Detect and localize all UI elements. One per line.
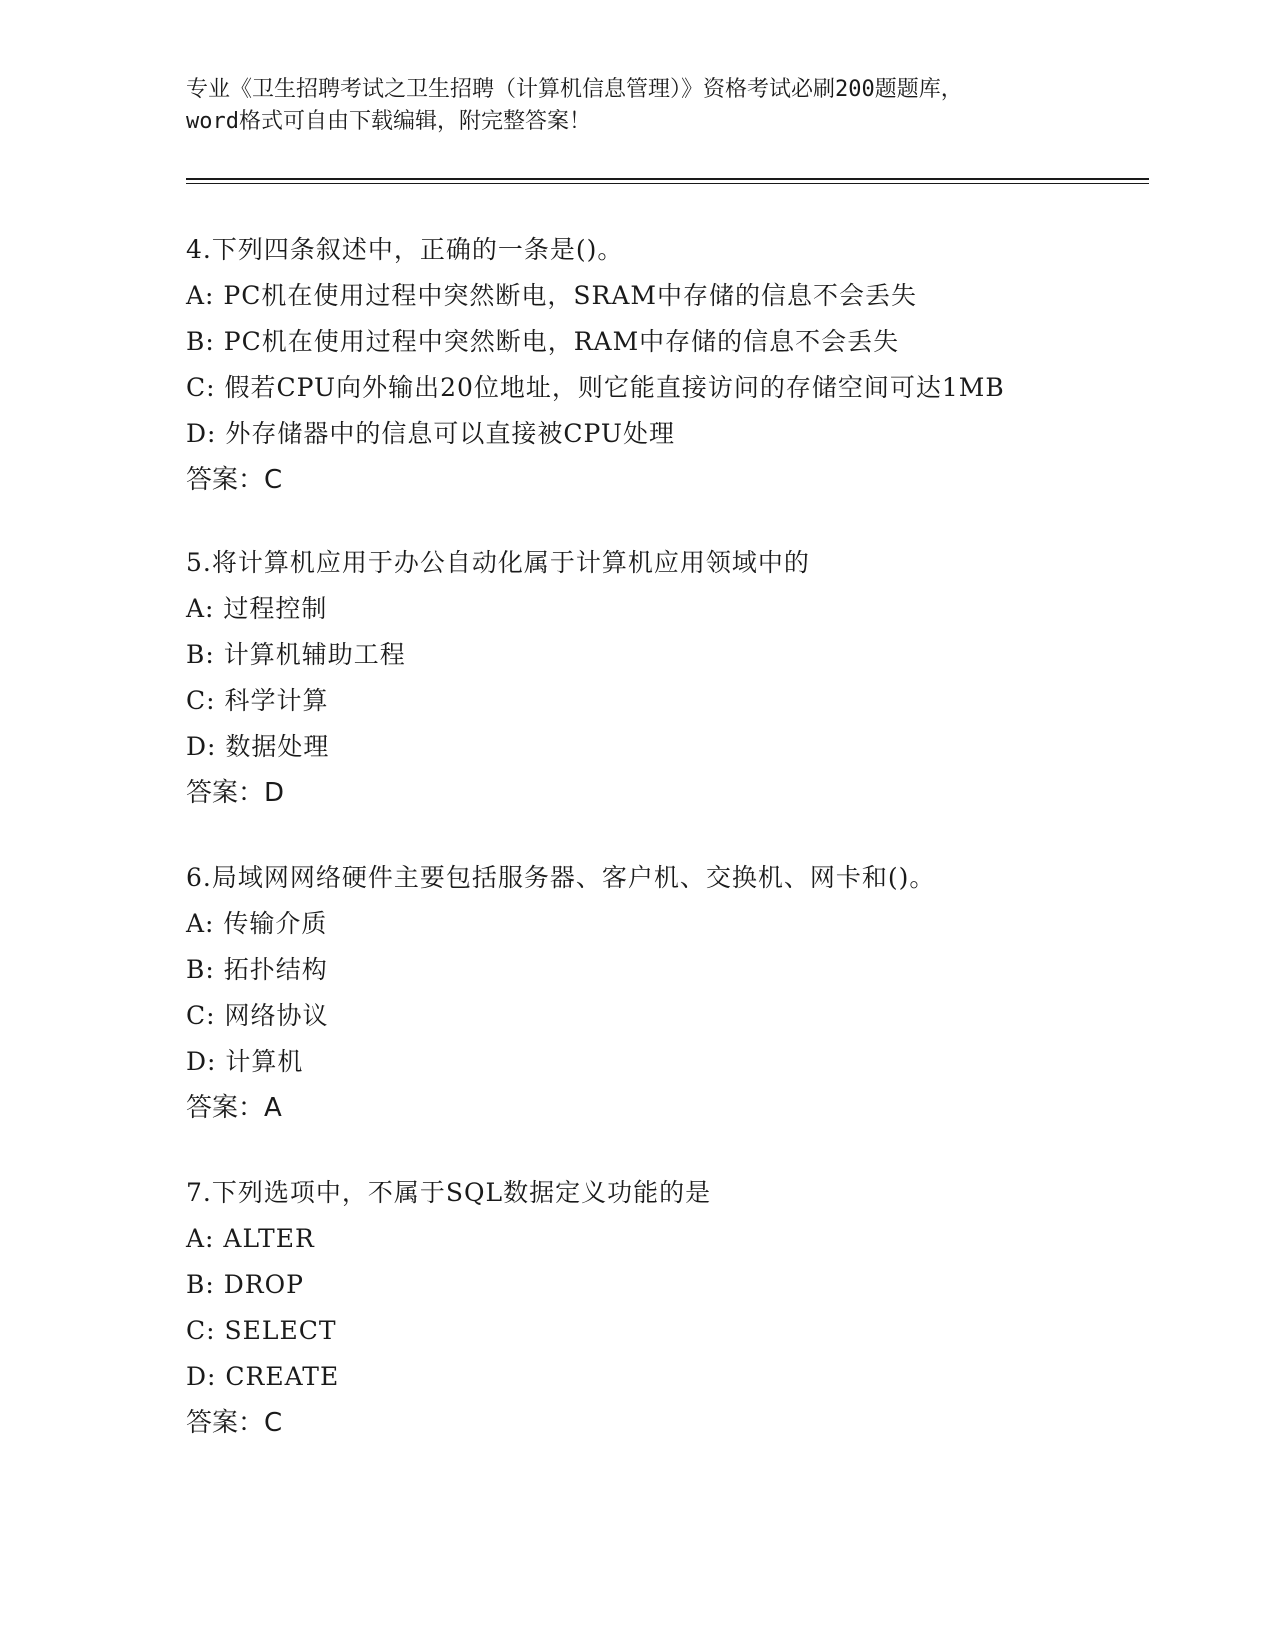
document-header bbox=[186, 74, 1086, 138]
question-block bbox=[186, 540, 1166, 816]
question-block bbox=[186, 1170, 1166, 1446]
option-c: C: SELECT bbox=[186, 1316, 337, 1345]
option-d: D: 计算机 bbox=[186, 1047, 304, 1076]
option-c: C: 科学计算 bbox=[186, 686, 329, 715]
answer-label: 答案：C bbox=[186, 465, 283, 495]
option-d: D: CREATE bbox=[186, 1362, 340, 1391]
question-stem: 5.将计算机应用于办公自动化属于计算机应用领域中的 bbox=[186, 548, 810, 577]
option-b: B: PC机在使用过程中突然断电，RAM中存储的信息不会丢失 bbox=[186, 327, 900, 356]
question-stem: 6.局域网网络硬件主要包括服务器、客户机、交换机、网卡和()。 bbox=[186, 863, 936, 892]
option-a: A: ALTER bbox=[186, 1224, 315, 1253]
option-a: A: 过程控制 bbox=[186, 594, 328, 623]
question-block bbox=[186, 855, 1166, 1131]
answer-label: 答案：C bbox=[186, 1408, 283, 1438]
option-d: D: 外存储器中的信息可以直接被CPU处理 bbox=[186, 419, 675, 448]
question-block bbox=[186, 227, 1166, 503]
header-divider-thin bbox=[186, 183, 1149, 184]
header-line-1: 专业《卫生招聘考试之卫生招聘（计算机信息管理）》资格考试必刷200题题库， bbox=[186, 77, 963, 102]
question-stem: 4.下列四条叙述中，正确的一条是()。 bbox=[186, 235, 624, 264]
question-stem: 7.下列选项中，不属于SQL数据定义功能的是 bbox=[186, 1178, 712, 1207]
option-c: C: 假若CPU向外输出20位地址，则它能直接访问的存储空间可达1MB bbox=[186, 373, 1005, 402]
header-divider-thick bbox=[186, 178, 1149, 180]
option-d: D: 数据处理 bbox=[186, 732, 330, 761]
option-b: B: 拓扑结构 bbox=[186, 955, 328, 984]
answer-label: 答案：A bbox=[186, 1093, 282, 1123]
option-b: B: DROP bbox=[186, 1270, 304, 1299]
option-a: A: 传输介质 bbox=[186, 909, 328, 938]
header-line-2: word格式可自由下载编辑，附完整答案！ bbox=[186, 109, 591, 134]
option-c: C: 网络协议 bbox=[186, 1001, 329, 1030]
answer-label: 答案：D bbox=[186, 778, 285, 808]
option-a: A: PC机在使用过程中突然断电，SRAM中存储的信息不会丢失 bbox=[186, 281, 917, 310]
option-b: B: 计算机辅助工程 bbox=[186, 640, 406, 669]
